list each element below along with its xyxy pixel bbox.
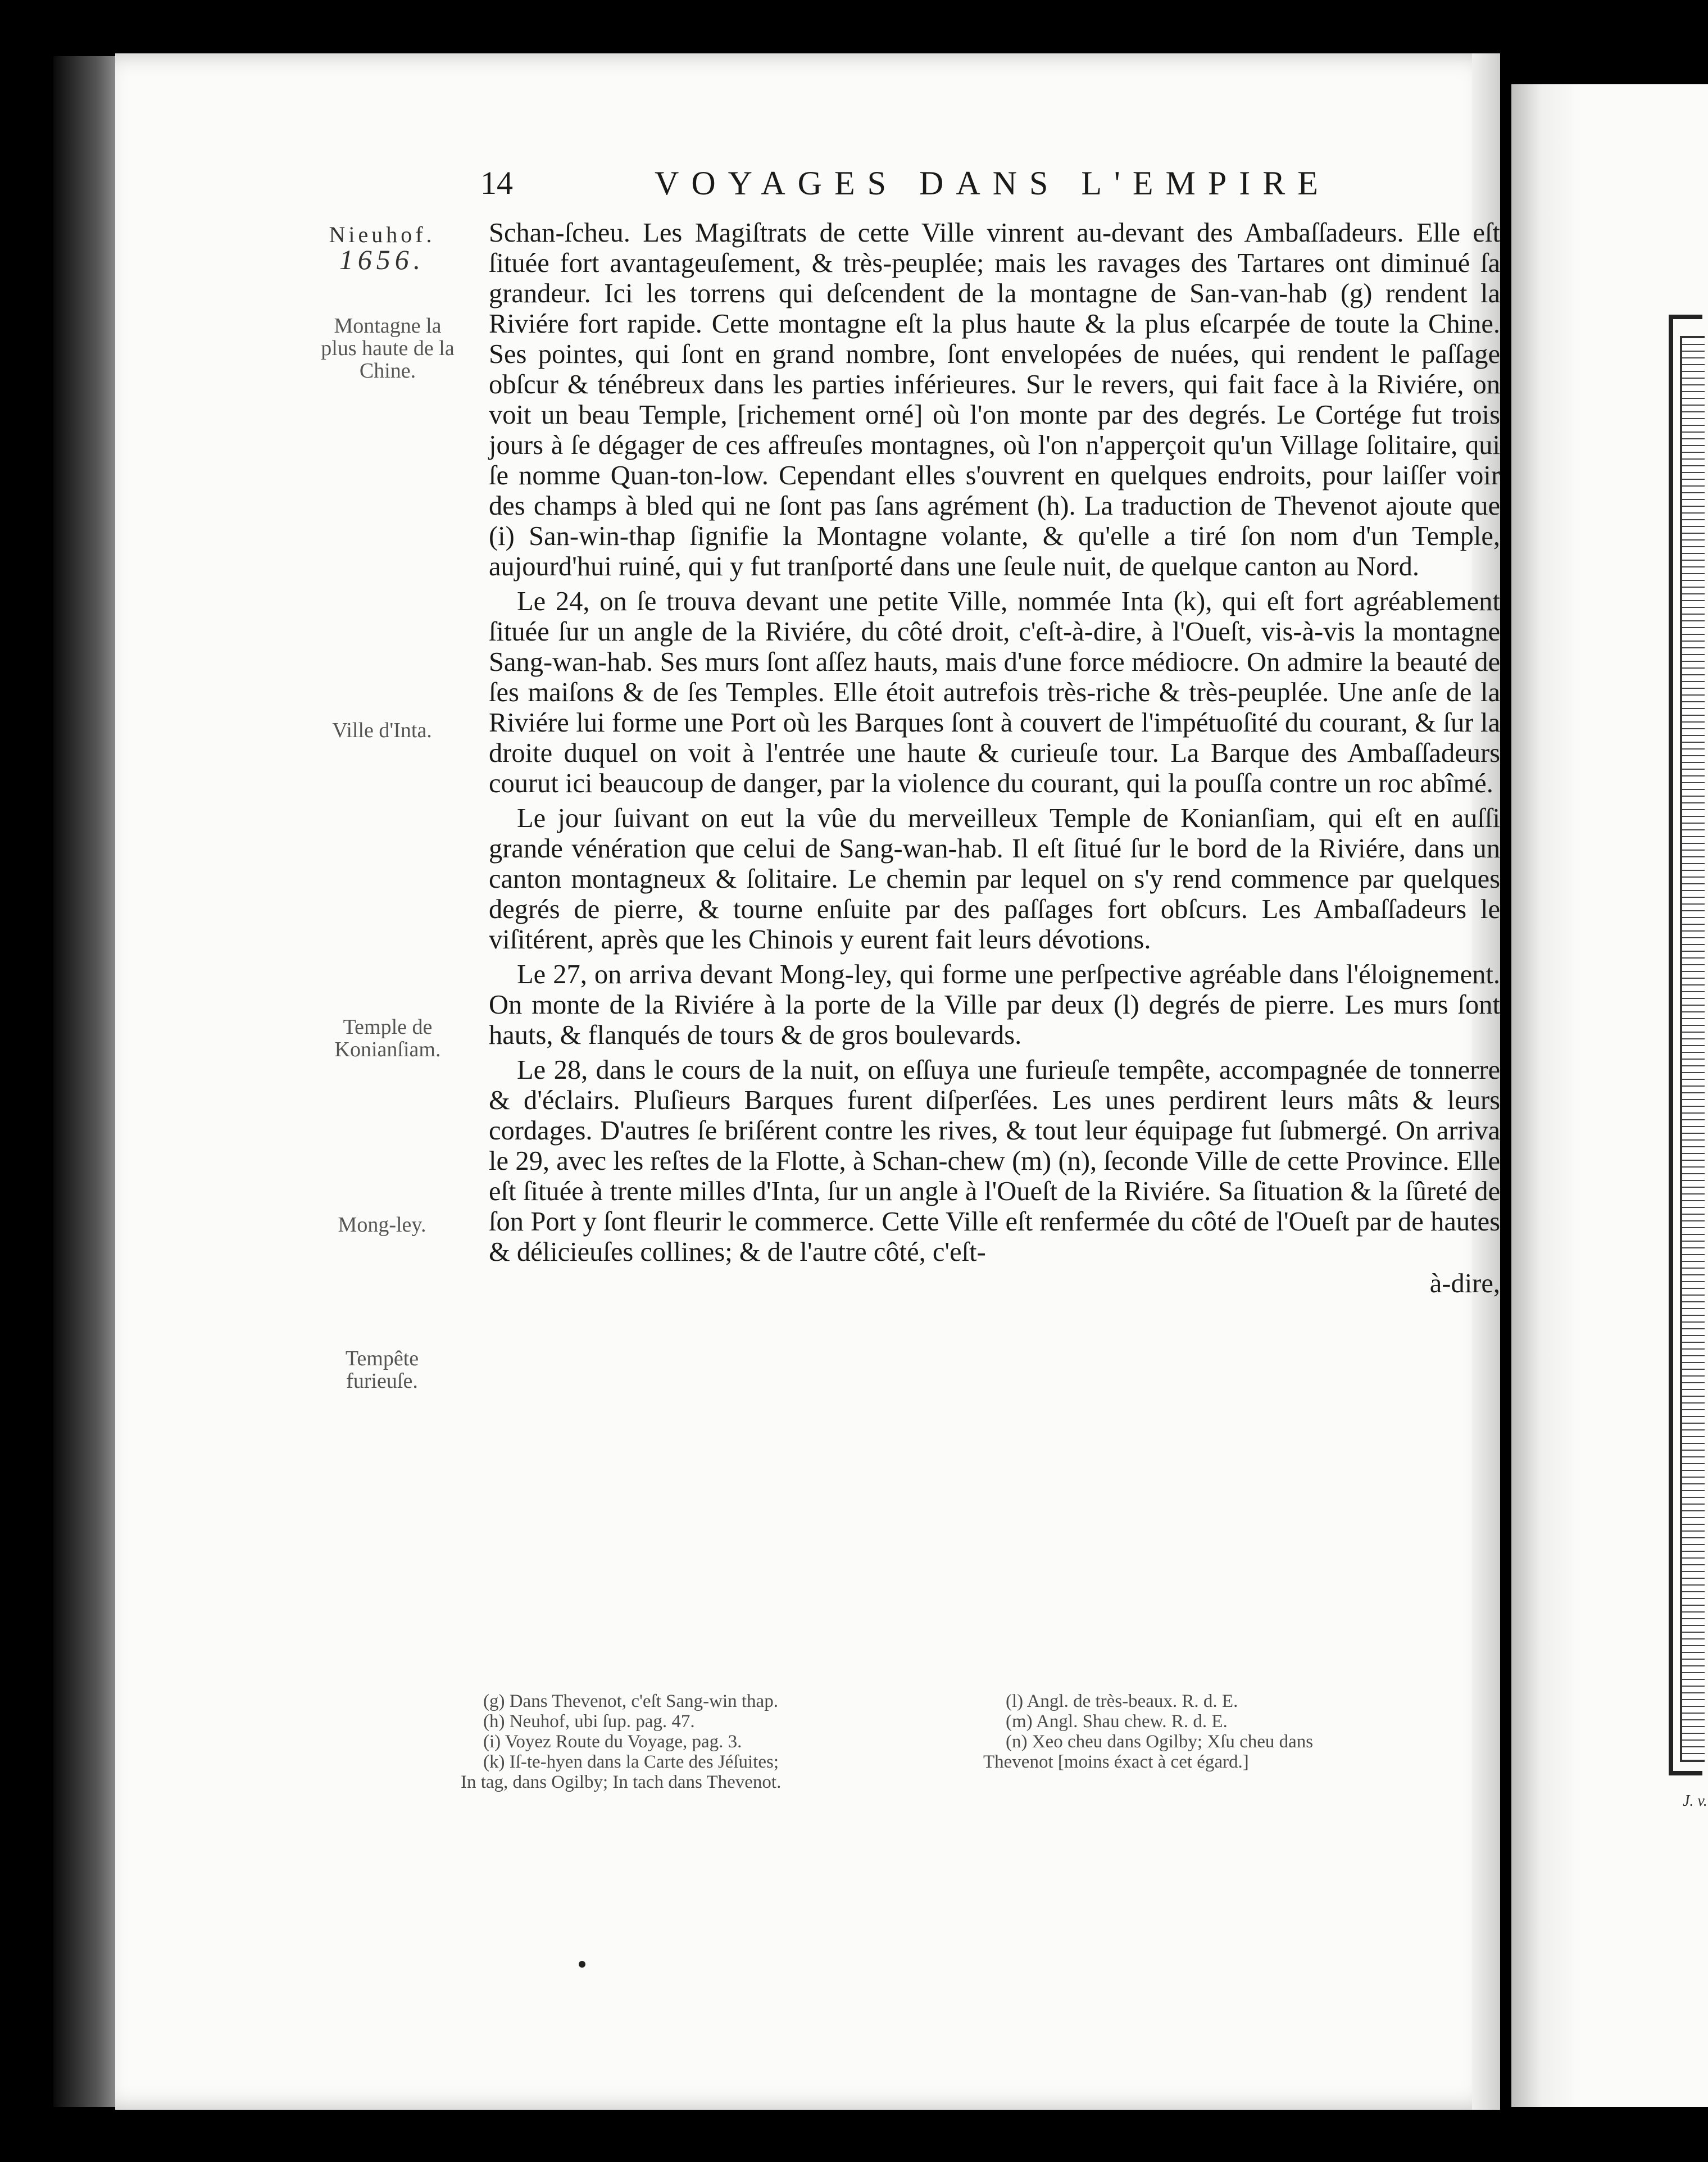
- footnote-n: (n) Xeo cheu dans Ogilby; Xſu cheu dans: [1006, 1732, 1314, 1752]
- facing-page-border: [1669, 315, 1702, 1775]
- margin-temple: Temple de Konianſiam.: [334, 1015, 441, 1061]
- margin-author: Nieuhof.: [329, 222, 435, 247]
- paragraph-4: Le 27, on arriva devant Mong-ley, qui forme une perſpective agréable dans l'éloignement. On monte de la Riviére à la porte de la Ville par deux (l) degrés de pierre. Les murs ſont hauts, & flanqués de tours & de gros boulevards.: [489, 960, 1500, 1050]
- catchword: à-dire,: [1429, 1269, 1500, 1298]
- main-text: [489, 218, 1500, 1299]
- facing-page-mark: J. v.: [1683, 1792, 1707, 1810]
- footnote-i: (i) Voyez Route du Voyage, pag. 3.: [483, 1732, 742, 1752]
- footnote-n-cont: Thevenot [moins éxact à cet égard.]: [983, 1752, 1249, 1772]
- running-head: VOYAGES DANS L'EMPIRE: [655, 165, 1330, 202]
- paragraph-1: Schan-ſcheu. Les Magiſtrats de cette Ville vinrent au-devant des Ambaſſadeurs. Elle eſt ſituée fort avantageuſement, & très-peuplée; mais les ravages des Tartares ont diminué ſa grandeur. Ici les torrens qui deſcendent de la montagne de San-van-hab (g) rendent la Riviére fort rapide. Cette montagne eſt la plus haute & la plus eſcarpée de toute la Chine. Ses pointes, qui ſont en grand nombre, ſont envelopées de nuées, qui rendent le paſſage obſcur & ténébreux dans les parties inférieures. Sur le revers, qui fait face à la Riviére, on voit un beau Temple, [richement orné] où l'on monte par des degrés. Le Cortége fut trois jours à ſe dégager de ces affreuſes montagnes, où l'on n'apperçoit qu'un Village ſolitaire, qui ſe nomme Quan-ton-low. Cependant elles s'ouvrent en quelques endroits, pour laiſſer voir des champs à bled qui ne ſont pas ſans agrément (h). La traduction de Thevenot ajoute que (i) San-win-thap ſignifie la Montagne volante, & qu'elle a tiré ſon nom d'un Temple, aujourd'hui ruiné, qui y fut tranſporté dans une ſeule nuit, de quelque canton au Nord.: [489, 218, 1500, 582]
- footnote-l: (l) Angl. de très-beaux. R. d. E.: [1006, 1691, 1238, 1711]
- margin-montagne: Montagne la plus haute de la Chine.: [321, 314, 455, 383]
- margin-mongley: Mong-ley.: [338, 1213, 426, 1237]
- paragraph-3: Le jour ſuivant on eut la vûe du merveilleux Temple de Konianſiam, qui eſt en auſſi grande vénération que celui de Sang-wan-hab. Il eſt ſitué ſur le bord de la Riviére, dans un canton montagneux & ſolitaire. Le chemin par lequel on s'y rend commence par quelques degrés de pierre, & tourne enſuite par des paſſages fort obſcurs. Les Ambaſſadeurs le viſitérent, après que les Chinois y eurent fait leurs dévotions.: [489, 803, 1500, 955]
- footnotes-right: [983, 1691, 1489, 1772]
- page-number: 14: [480, 165, 513, 201]
- footnote-k-cont: In tag, dans Ogilby; In tach dans Thevenot.: [461, 1772, 782, 1792]
- footnote-k: (k) Iſ-te-hyen dans la Carte des Jéſuites;: [483, 1752, 779, 1772]
- book-left-edge: [53, 56, 115, 2107]
- margin-inta: Ville d'Inta.: [332, 719, 432, 742]
- paragraph-2: Le 24, on ſe trouva devant une petite Ville, nommée Inta (k), qui eſt fort agréablement ſituée ſur un angle de la Riviére, du côté droit, c'eſt-à-dire, à l'Oueſt, vis-à-vis la montagne Sang-wan-hab. Ses murs ſont aſſez hauts, mais d'une force médiocre. On admire la beauté de ſes maiſons & de ſes Temples. Elle étoit autrefois très-riche & très-peuplée. Une anſe de la Riviére lui forme une Port où les Barques ſont à couvert de l'impétuoſité du courant, & ſur la droite duquel on voit à l'entrée une haute & curieuſe tour. La Barque des Ambaſſadeurs courut ici beaucoup de danger, par la violence du courant, qui la pouſſa contre un roc abîmé.: [489, 587, 1500, 798]
- paragraph-5: Le 28, dans le cours de la nuit, on eſſuya une furieuſe tempête, accompagnée de tonnerre & d'éclairs. Pluſieurs Barques furent diſperſées. Les unes perdirent leurs mâts & leurs cordages. D'autres ſe briſérent contre les rives, & tout leur équipage fut ſubmergé. On arriva le 29, avec les reſtes de la Flotte, à Schan-chew (m) (n), ſeconde Ville de cette Province. Elle eſt ſituée à trente milles d'Inta, ſur un angle à l'Oueſt de la Riviére. Sa ſituation & la ſûreté de ſon Port y ſont fleurir le commerce. Cette Ville eſt renfermée du côté de l'Oueſt par de hautes & délicieuſes collines; & de l'autre côté, c'eſt-: [489, 1055, 1500, 1267]
- footnotes-left: [461, 1691, 955, 1792]
- margin-tempete: Tempête furieuſe.: [345, 1347, 419, 1393]
- footnote-h: (h) Neuhof, ubi ſup. pag. 47.: [483, 1711, 695, 1732]
- page-header: [480, 164, 1357, 209]
- margin-year: 1656.: [339, 244, 425, 275]
- footnote-m: (m) Angl. Shau chew. R. d. E.: [1006, 1711, 1228, 1732]
- ink-dot: [579, 1961, 585, 1968]
- footnote-g: (g) Dans Thevenot, c'eſt Sang-win thap.: [483, 1691, 778, 1711]
